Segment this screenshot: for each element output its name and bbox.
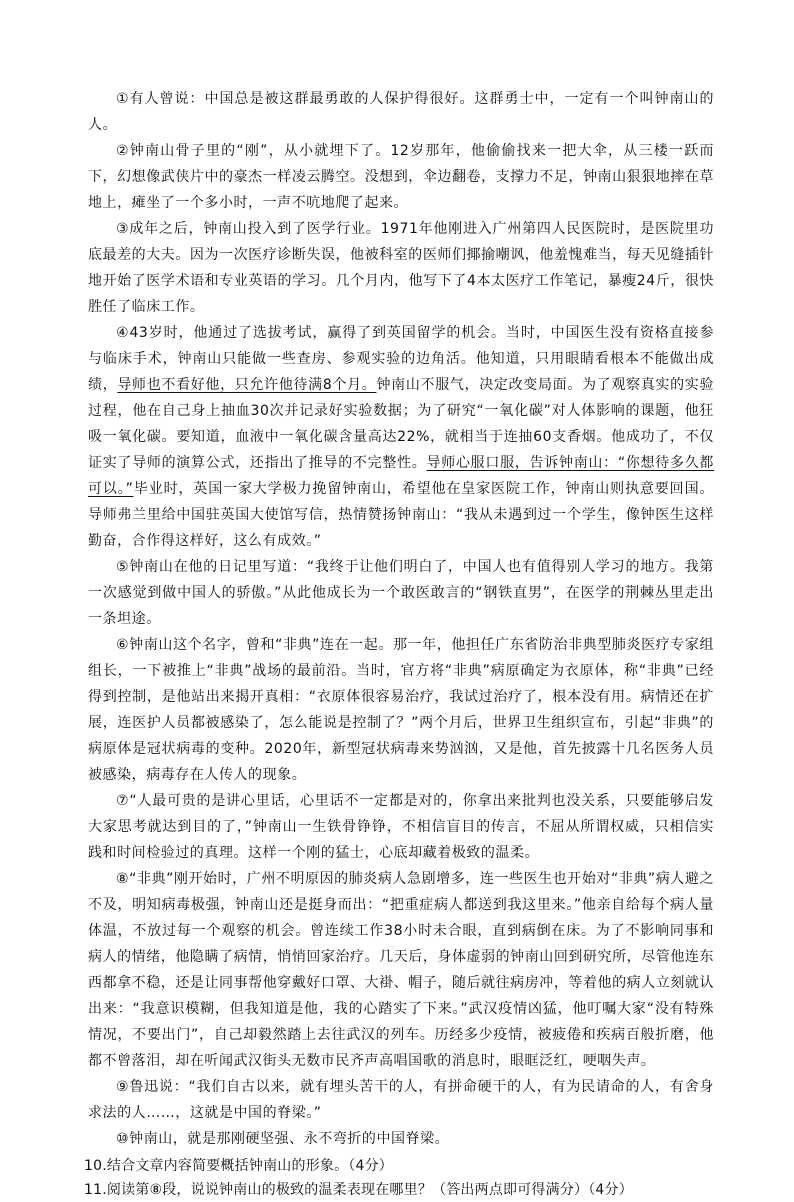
paragraph-text: 钟南山这个名字，曾和“非典”连在一起。那一年，他担任广东省防治非典型肺炎医疗专家组组长，一下被推上“非典”战场的最前沿。当时，官方将“非典”病原确定为衣原体，称“非典”已经得到控制，是他站出来揭开真相：“衣原体很容易治疗，我试过治疗了，根本没有用。病情还在扩展，连医护人员都被感染了，怎么能说是控制了？”两个月后，世界卫生组织宣布，引起“非典”的病原体是冠状病毒的变种。2020年，新型冠状病毒来势汹汹，又是他，首先披露十几名医务人员被感染，病毒存在人传人的现象。 bbox=[88, 637, 714, 783]
paragraph-7 bbox=[88, 788, 714, 866]
paragraph-text: 钟南山不服气，决定改变局面。为了观察真实的实验过程，他在自己身上抽血30次并记录好实验数据；为了研究“一氧化碳”对人体影响的课题，他狂吸一氧化碳。要知道，血液中一氧化碳含量高达22%，就相当于连抽60支香烟。他成功了，不仅证实了导师的演算公式，还指出了推导的不完整性。 bbox=[88, 377, 714, 471]
paragraph-text: 毕业时，英国一家大学极力挽留钟南山，希望他在皇家医院工作，钟南山则执意要回国。导师弗兰里给中国驻英国大使馆写信，热情赞扬钟南山：“我从未遇到过一个学生，像钟医生这样勤奋，合作得这样好，这么有成效。” bbox=[88, 481, 715, 549]
underlined-sentence: 导师心服口服，告诉钟南山：“你想待多久都可以。” bbox=[88, 455, 714, 497]
paragraph-number: ⑨ bbox=[116, 1079, 130, 1095]
paragraph-9 bbox=[88, 1074, 714, 1126]
question-list bbox=[84, 1154, 714, 1202]
paragraph-6 bbox=[88, 632, 714, 788]
paragraph-number: ⑥ bbox=[116, 637, 130, 653]
paragraph-text: 成年之后，钟南山投入到了医学行业。1971年他刚进入广州第四人民医院时，是医院里功底最差的大夫。因为一次医疗诊断失误，他被科室的医师们揶揄嘲讽，他羞愧难当，每天见缝插针地开始了医学术语和专业英语的学习。几个月内，他写下了4本太医疗工作笔记，暴瘦24斤，很快胜任了临床工作。 bbox=[88, 221, 714, 315]
paragraph-number: ⑦ bbox=[116, 793, 130, 809]
article-body bbox=[88, 86, 714, 1152]
paragraph-1 bbox=[88, 86, 714, 138]
paragraph-2 bbox=[88, 138, 714, 216]
paragraph-4 bbox=[88, 320, 714, 554]
paragraph-text: 钟南山，就是那刚硬坚强、永不弯折的中国脊梁。 bbox=[129, 1131, 450, 1147]
question-10: 10.结合文章内容简要概括钟南山的形象。（4分） bbox=[84, 1158, 393, 1174]
paragraph-number: ⑧ bbox=[116, 871, 130, 887]
paragraph-text: 有人曾说：中国总是被这群最勇敢的人保护得很好。这群勇士中，一定有一个叫钟南山的人。 bbox=[88, 91, 714, 133]
paragraph-8 bbox=[88, 866, 714, 1074]
paragraph-text: 鲁迅说：“我们自古以来，就有埋头苦干的人，有拼命硬干的人，有为民请命的人，有舍身求法的人……，这就是中国的脊梁。” bbox=[88, 1079, 714, 1121]
paragraph-number: ② bbox=[116, 143, 130, 159]
paragraph-number: ③ bbox=[116, 221, 130, 237]
paragraph-text: “人最可贵的是讲心里话，心里话不一定都是对的，你拿出来批判也没关系，只要能够启发大家思考就达到目的了，”钟南山一生铁骨铮铮，不相信盲目的传言，不屈从所谓权威，只相信实践和时间检验过的真理。这样一个刚的猛士，心底却藏着极致的温柔。 bbox=[88, 793, 714, 861]
paragraph-text: 钟南山在他的日记里写道：“我终于让他们明白了，中国人也有值得别人学习的地方。我第一次感觉到做中国人的骄傲。”从此他成长为一个敢医敢言的“钢铁直男”，在医学的荆棘丛里走出一条坦途。 bbox=[88, 559, 714, 627]
underlined-sentence: 导师也不看好他，只允许他待满8个月。 bbox=[117, 377, 377, 393]
paragraph-5 bbox=[88, 554, 714, 632]
paragraph-number: ⑩ bbox=[116, 1131, 130, 1147]
paragraph-number: ④ bbox=[116, 325, 130, 341]
document-page bbox=[84, 86, 715, 1202]
paragraph-text: 钟南山骨子里的“刚”，从小就埋下了。12岁那年，他偷偷找来一把大伞，从三楼一跃而下，幻想像武侠片中的豪杰一样凌云腾空。没想到，伞边翻卷，支撑力不足，钟南山狠狠地摔在草地上，瘫坐了一个多小时，一声不吭地爬了起来。 bbox=[88, 143, 714, 211]
paragraph-text: “非典”刚开始时，广州不明原因的肺炎病人急剧增多，连一些医生也开始对“非典”病人避之不及，明知病毒极强，钟南山还是挺身而出：“把重症病人都送到我这里来。”他亲自给每个病人量体温，不放过每一个观察的机会。曾连续工作38小时未合眼，直到病倒在床。为了不影响同事和病人的情绪，他隐瞒了病情，悄悄回家治疗。几天后，身体虚弱的钟南山回到研究所，尽管他连东西都拿不稳，还是让同事帮他穿戴好口罩、大褂、帽子，随后就往病房冲，等着他的病人立刻就认出来：“我意识模糊，但我知道是他，我的心踏实了下来。”武汉疫情凶猛，他叮嘱大家“没有特殊情况，不要出门”，自己却毅然踏上去往武汉的列车。历经多少疫情，被疲倦和疾病百般折磨，他都不曾落泪，却在听闻武汉街头无数市民齐声高唱国歌的消息时，眼眶泛红，哽咽失声。 bbox=[88, 871, 714, 1069]
paragraph-number: ① bbox=[116, 91, 130, 107]
paragraph-number: ⑤ bbox=[116, 559, 130, 575]
paragraph-text: 43岁时，他通过了选拔考试，赢得了到英国留学的机会。当时，中国医生没有资格直接参与临床手术，钟南山只能做一些查房、参观实验的边角活。他知道，只用眼睛看根本不能做出成绩， bbox=[88, 325, 714, 393]
question-11: 11.阅读第⑧段，说说钟南山的极致的温柔表现在哪里？（答出两点即可得满分）（4分） bbox=[84, 1182, 633, 1198]
paragraph-3 bbox=[88, 216, 714, 320]
paragraph-10 bbox=[88, 1126, 714, 1152]
